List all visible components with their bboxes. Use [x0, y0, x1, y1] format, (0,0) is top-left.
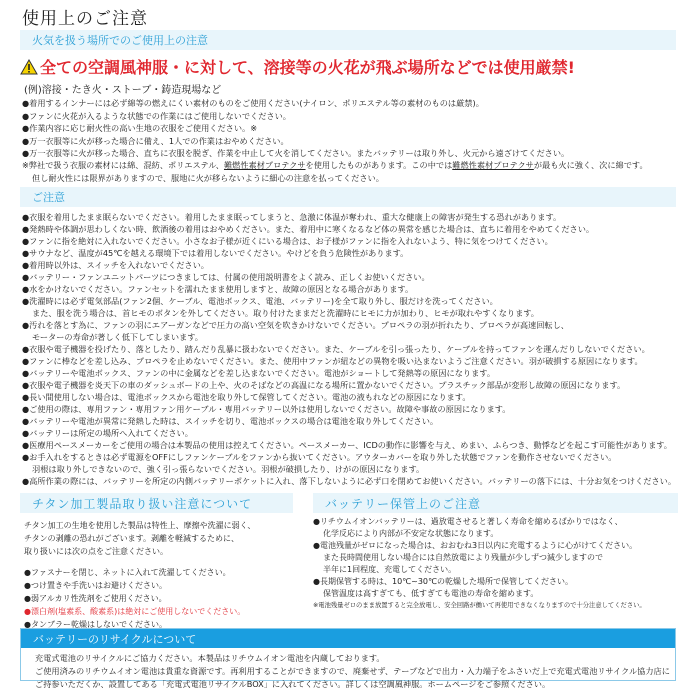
list-item: ●漂白剤(塩素系、酸素系)は絶対にご使用しないでください。 [24, 607, 246, 616]
list-item: ●サウナなど、温度が45℃を越える環境下では着用しないでください。やけどを負う危険性があります。 [22, 248, 409, 258]
page-title: 使用上のご注意 [22, 9, 148, 29]
list-item: ●衣服や電子機器を投げたり、落としたり、踏んだり乱暴に扱わないでください。また、ケーブルを引っ張ったり、ケーブルを持ってファンを運んだりしないでください。 [22, 344, 650, 354]
list-item: ●汚れを落とす為に、ファンの羽にエアーガンなどで圧力の高い空気を吹きかけないでください。プロペラの羽が折れたり、プロペラが高速回転し、 [22, 320, 569, 330]
list-item: ●万一衣服等に火が移った場合、直ちに衣服を脱ぎ、作業を中止して火を消してください。またバッテリーは取り外し、火元から遠ざけてください。 [22, 148, 570, 158]
note-text: ※弊社で扱う衣服の素材には綿、混紡、ポリエステル、 [22, 160, 224, 170]
list-item: ●お手入れをするときは必ず電源をOFFにしファンケーブルをファンから抜いてください。アウターカバーを取り外した状態でファンを動作させないでください。 [22, 452, 617, 462]
list-item: 半年に1回程度、充電してください。 [323, 565, 457, 574]
recycle-line: ご持参いただくか、設置してある「充電式電池リサイクルBOX」に入れてください。詳しくは空調風神服。ホームページをご参照ください。 [35, 679, 551, 689]
list-item: ●ご使用の際は、専用ファン・専用ファン用ケーブル・専用バッテリー以外は使用しないでください。故障や事故の原因になります。 [22, 404, 511, 414]
list-item: ●リチウムイオンバッテリーは、過放電させると著しく寿命を縮めるばかりではなく、 [313, 517, 623, 526]
list-item: また長時間使用しない場合には自然放電により残量が少しずつ減少しますので [323, 553, 603, 562]
list-item: ●バッテリーは所定の場所へ入れてください。 [22, 428, 193, 438]
list-item: ●水をかけないでください。ファンセットを濡れたまま使用しますと、故障の原因となる場合があります。 [22, 284, 414, 294]
recycle-line: 充電式電池のリサイクルにご協力ください。本製品はリチウムイオン電池を内蔵しております。 [35, 653, 385, 663]
list-item: ●着用するインナーには必ず綿等の燃えにくい素材のものをご使用ください(ナイロン、ポリエステル等の素材のものは厳禁)。 [22, 98, 484, 108]
list-item: ●万一衣服等に火が移った場合に備え、1人での作業はおやめください。 [22, 135, 289, 146]
protexa-link: 難燃性素材プロテクサ [223, 160, 306, 170]
battery-list [313, 516, 646, 612]
warning-triangle-icon [20, 59, 38, 75]
list-item: チタンの剥離の恐れがございます。剥離を軽減するために、 [24, 534, 239, 543]
list-item: ●電池残量がゼロになった場合は、おおむね3日以内に充電するように心がけてください。 [313, 541, 638, 550]
list-item: ●タンブラー乾燥はしないでください。 [24, 620, 167, 629]
fire-example: (例)溶接・たき火・ストーブ・鋳造現場など [24, 85, 222, 96]
list-item: ●医療用ペースメーカーをご使用の場合は本製品の使用は控えてください。ペースメーカー、ICDの動作に影響を与え、めまい、ふらつき、動悸などを起こす可能性があります。 [22, 440, 672, 450]
fire-warning [20, 55, 575, 78]
list-item: ●つけ置きや手洗いはお避けください。 [24, 581, 167, 590]
titanium-list [24, 519, 255, 631]
list-item: ●洗濯時には必ず電気部品(ファン2個、ケーブル、電池ボックス、電池、バッテリー)を全て取り外し、服だけを洗ってください。 [22, 296, 498, 306]
list-item: ●高所作業の際には、バッテリーを所定の内側バッテリーポケットに入れ、落下しないように必ず口を閉めてお使いください。バッテリーの落下には、十分お気をつけください。 [22, 476, 677, 486]
recycle-line: ご使用済みのリチウムイオン電池は貴重な資源です。再利用することができますので、廃棄せず、テープなどで出力・入力端子をふさいだ上で充電式電池リサイクル協力店に [35, 666, 670, 676]
list-item: モーターの寿命が著しく低下してしまいます。 [32, 332, 203, 342]
list-item: ●バッテリーや電池ボックス、ファンの中に金属などを差し込まないでください。電池がショートして発熱等の原因になります。 [22, 368, 496, 378]
caution-section-header: ご注意 [20, 187, 676, 207]
warning-text: 全ての空調風神服・に対して、溶接等の火花が飛ぶ場所などでは使用厳禁! [40, 58, 575, 77]
list-item: ●衣服や電子機器を炎天下の車のダッシュボードの上や、火のそばなどの高温になる場所に置かないでください。プラスチック部品が変形し故障の原因になります。 [22, 380, 626, 390]
list-item: ●長期保管する時は、10℃~30℃の乾燥した場所で保管してください。 [313, 577, 574, 586]
list-item: ●着用時以外は、スイッチを入れないでください。 [22, 260, 209, 270]
titanium-section-header: チタン加工製品取り扱い注意について [20, 493, 293, 513]
note-text: 但し耐火性には限界がありますので、服地に火が移らないように細心の注意を払ってください。 [32, 172, 384, 183]
list-item: ●弱アルカリ性洗剤をご使用ください。 [24, 594, 167, 603]
recycle-text [21, 648, 675, 691]
list-item: 取り扱いには次の点をご注意ください。 [24, 547, 168, 556]
list-item: ●ファスナーを閉じ、ネットに入れて洗濯してください。 [24, 568, 231, 577]
list-item: ●衣服を着用したまま眠らないでください。着用したまま眠ってしまうと、急激に体温が奪われ、重大な健康上の障害が発生する恐れがあります。 [22, 212, 562, 222]
list-item: ●ファンに火花が入るような状態での作業にはご使用しないでください。 [22, 110, 291, 121]
fire-note [22, 159, 648, 184]
list-item: ※電池残量ゼロのまま放置すると完全放電し、安全回路が働いて再使用できなくなりますので十分注意してください。 [313, 602, 646, 609]
note-text: が最も火に強く、次に綿です。 [533, 160, 648, 170]
list-item: ●ファンに指を絶対に入れないでください。小さなお子様が近くにいる場合は、お子様がファンに指を入れないよう、特に気をつけてください。 [22, 236, 553, 246]
note-text: を使用したものがあります。この中では [305, 160, 453, 170]
list-item: ●バッテリーや電池が異常に発熱した時は、スイッチを切り、電池ボックスの場合は電池を取り外してください。 [22, 416, 439, 426]
fire-section-header: 火気を扱う場所でのご使用上の注意 [20, 30, 676, 50]
list-item: 羽根は取り外しできないので、強く引っ張らないでください。羽根が破損したり、けがの原因になります。 [32, 464, 425, 474]
list-item: ●発熱時や体調が思わしくない時、飲酒後の着用はおやめください。また、着用中に寒くなるなど体の異常を感じた場合は、直ちに着用をやめてください。 [22, 224, 595, 234]
recycle-section [20, 628, 676, 689]
recycle-section-header: バッテリーのリサイクルについて [21, 629, 675, 648]
fire-bullet-list [22, 97, 569, 160]
list-item: ●作業内容に応じ耐火性の高い生地の衣服をご使用ください。※ [22, 123, 258, 133]
caution-bullet-list [22, 211, 676, 487]
list-item: 保管温度は高すぎても、低すぎても電池の寿命を縮めます。 [323, 589, 539, 598]
spacer [24, 558, 255, 566]
list-item: チタン加工の生地を使用した製品は特性上、摩擦や洗濯に弱く、 [24, 521, 256, 530]
battery-section-header: バッテリー保管上のご注意 [313, 493, 678, 513]
list-item: 化学反応により内部が不安定な状態になります。 [323, 529, 499, 538]
list-item: ●長い間使用しない場合は、電池ボックスから電池を取り外して保管してください。電池の液もれなどの原因になります。 [22, 392, 471, 402]
list-item: ●バッテリー・ファンユニットパーツにつきましては、付属の使用説明書をよく読み、正しくお使いください。 [22, 272, 430, 282]
list-item: ●ファンに棒などを差し込み、プロペラを止めないでください。また、使用中ファンが紐などの異物を吸い込まないようご注意ください。羽が破損する原因になります。 [22, 356, 643, 366]
protexa-link: 難燃性素材プロテクサ [452, 160, 534, 170]
list-item: また、服を洗う場合は、首ヒモのボタンを外してください。取り付けたままだと洗濯時にヒモに力が加わり、ヒモが取れやすくなります。 [32, 308, 539, 318]
